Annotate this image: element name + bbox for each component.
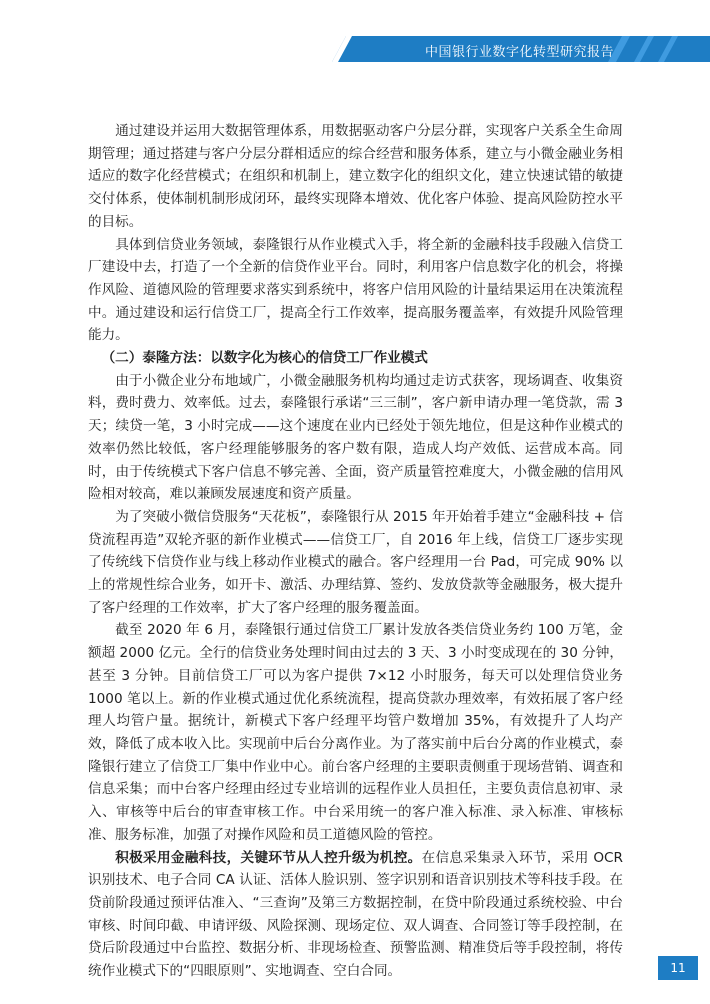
paragraph: 通过建设并运用大数据管理体系，用数据驱动客户分层分群，实现客户关系全生命周期管理；通过搭建与客户分层分群相适应的综合经营和服务体系，建立与小微金融业务相适应的数字化经营模式；在组织和机制上，建立数字化的组织文化，建立快速试错的敏捷交付体系，使体制机制形成闭环，最终实现降本增效、优化客户体验、提高风险防控水平的目标。 bbox=[88, 123, 623, 230]
page-number: 11 bbox=[658, 956, 698, 980]
paragraph: 截至 2020 年 6 月，泰隆银行通过信贷工厂累计发放各类信贷业务约 100 万笔，金额超 2000 亿元。全行的信贷业务处理时间由过去的 3 天、3 小时变成现在的 30 分钟，甚至 3 分钟。目前信贷工厂可以为客户提供 7×12 小时服务，每天可以处理信贷业务 1000 笔以上。新的作业模式通过优化系统流程，提高贷款办理效率，有效拓展了客户经理人均管户量。据统计，新模式下客户经理平均管户数增加 35%，有效提升了人均产效，降低了成本收入比。实现前中后台分离作业。为了落实前中后台分离的作业模式，泰隆银行建立了信贷工厂集中作业中心。前台客户经理的主要职责侧重于现场营销、调查和信息采集；而中台客户经理由经过专业培训的远程作业人员担任，主要负责信息初审、录入、审核等中后台的审查审核工作。中台采用统一的客户准入标准、录入标准、审核标准、服务标准，加强了对操作风险和员工道德风险的管控。 bbox=[88, 622, 623, 843]
paragraph bbox=[88, 847, 623, 983]
paragraph: 具体到信贷业务领域，泰隆银行从作业模式入手，将全新的金融科技手段融入信贷工厂建设中去，打造了一个全新的信贷作业平台。同时，利用客户信息数字化的机会，将操作风险、道德风险的管理要求落实到系统中，将客户信用风险的计量结果运用在决策流程中。通过建设和运行信贷工厂，提高全行工作效率，提高服务覆盖率，有效提升风险管理能力。 bbox=[88, 236, 623, 344]
header-banner bbox=[332, 36, 710, 62]
paragraph-body: 在信息采集录入环节，采用 OCR 识别技术、电子合同 CA 认证、活体人脸识别、签字识别和语音识别技术等科技手段。在贷前阶段通过预评估准入、“三查询”及第三方数据控制，在贷中阶段通过系统校验、中台审核、时间印截、申请评级、风险探测、现场定位、双人调查、合同签订等手段控制，在贷后阶段通过中台监控、数据分析、非现场检查、预警监测、精准贷后等手段控制，将传统作业模式下的“四眼原则”、实地调查、空白合同。 bbox=[88, 849, 623, 980]
paragraph: 为了突破小微信贷服务“天花板”，泰隆银行从 2015 年开始着手建立“金融科技 + 信贷流程再造”双轮齐驱的新作业模式——信贷工厂，自 2016 年上线，信贷工厂逐步实现了传统线下信贷作业与线上移动作业模式的融合。客户经理用一台 Pad，可完成 90% 以上的常规性综合业务，如开卡、激活、办理结算、签约、发放贷款等金融服务，极大提升了客户经理的工作效率，扩大了客户经理的服务覆盖面。 bbox=[88, 508, 623, 616]
paragraph: 由于小微企业分布地域广，小微金融服务机构均通过走访式获客，现场调查、收集资料，费时费力、效率低。过去，泰隆银行承诺“三三制”，客户新申请办理一笔贷款，需 3 天；续贷一笔，3 小时完成——这个速度在业内已经处于领先地位，但是这种作业模式的效率仍然比较低，客户经理能够服务的客户数有限，造成人均产效低、运营成本高。同时，由于传统模式下客户信息不够完善、全面，资产质量管控难度大，小微金融的信用风险相对较高，难以兼顾发展速度和资产质量。 bbox=[88, 372, 623, 503]
header-title: 中国银行业数字化转型研究报告 bbox=[424, 45, 614, 60]
section-heading: （二）泰隆方法：以数字化为核心的信贷工厂作业模式 bbox=[101, 350, 428, 367]
main-text bbox=[88, 120, 623, 983]
paragraph-lead: 积极采用金融科技，关键环节从人控升级为机控。 bbox=[115, 849, 422, 866]
